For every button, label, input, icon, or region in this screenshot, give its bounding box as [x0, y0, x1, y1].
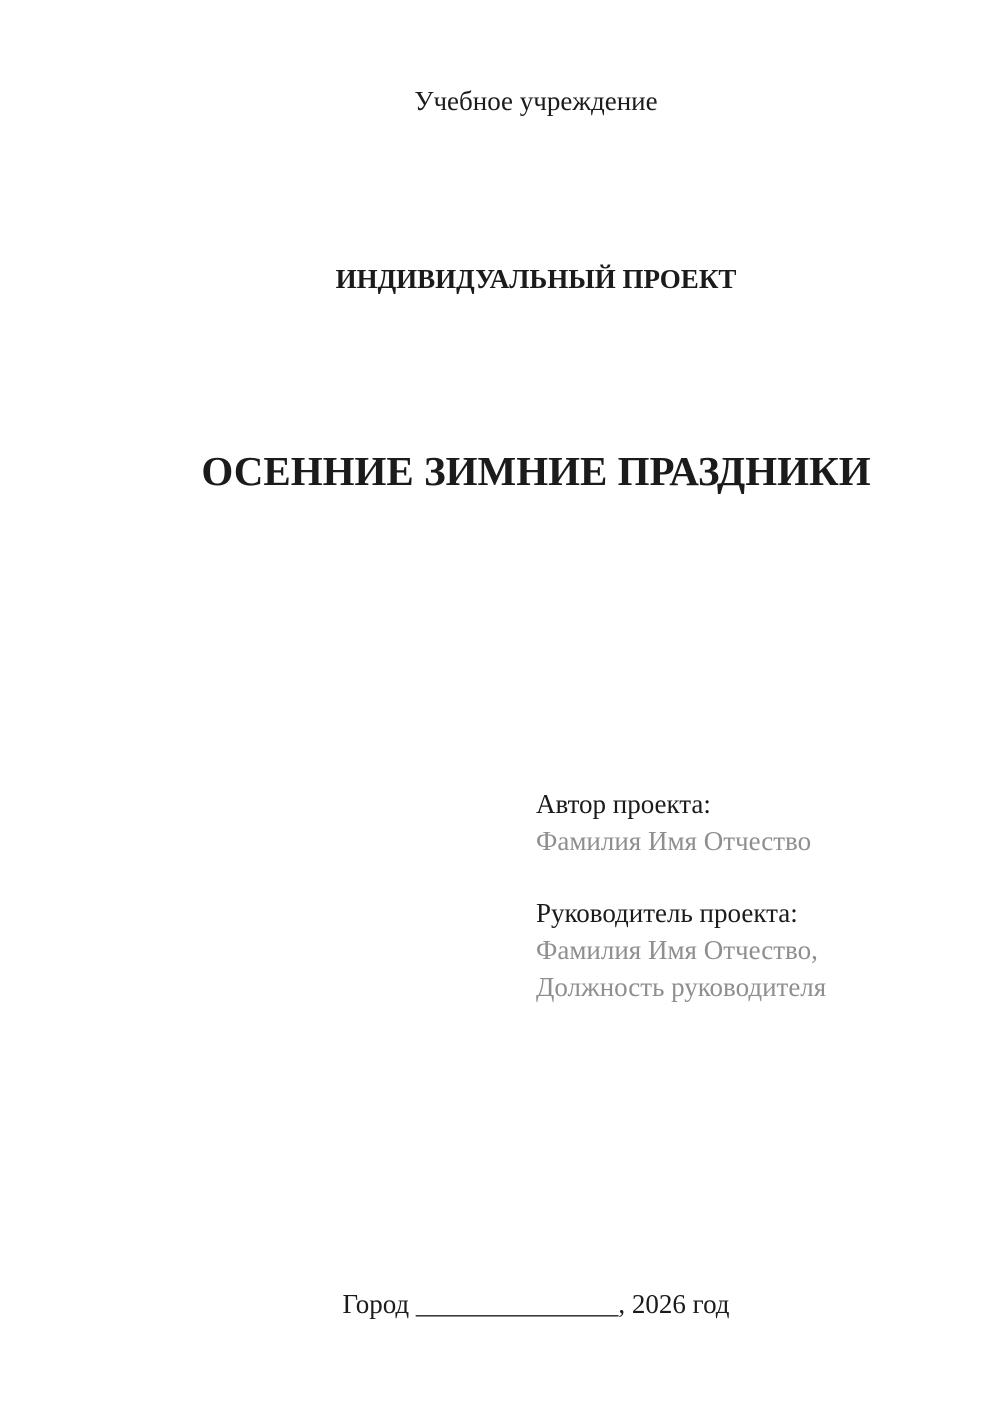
city-year-line: Город _______________, 2026 год	[342, 1289, 730, 1319]
project-title: ОСЕННИЕ ЗИМНИЕ ПРАЗДНИКИ	[201, 448, 871, 494]
author-block	[536, 786, 811, 860]
supervisor-position-placeholder: Должность руководителя	[536, 972, 827, 1002]
author-name-placeholder: Фамилия Имя Отчество	[536, 826, 812, 856]
project-type-heading: ИНДИВИДУАЛЬНЫЙ ПРОЕКТ	[335, 264, 737, 294]
supervisor-label: Руководитель проекта:	[536, 898, 798, 928]
author-label: Автор проекта:	[536, 789, 711, 819]
institution-name: Учебное учреждение	[414, 86, 658, 116]
supervisor-name-placeholder: Фамилия Имя Отчество,	[536, 935, 818, 965]
supervisor-block	[536, 895, 826, 1006]
